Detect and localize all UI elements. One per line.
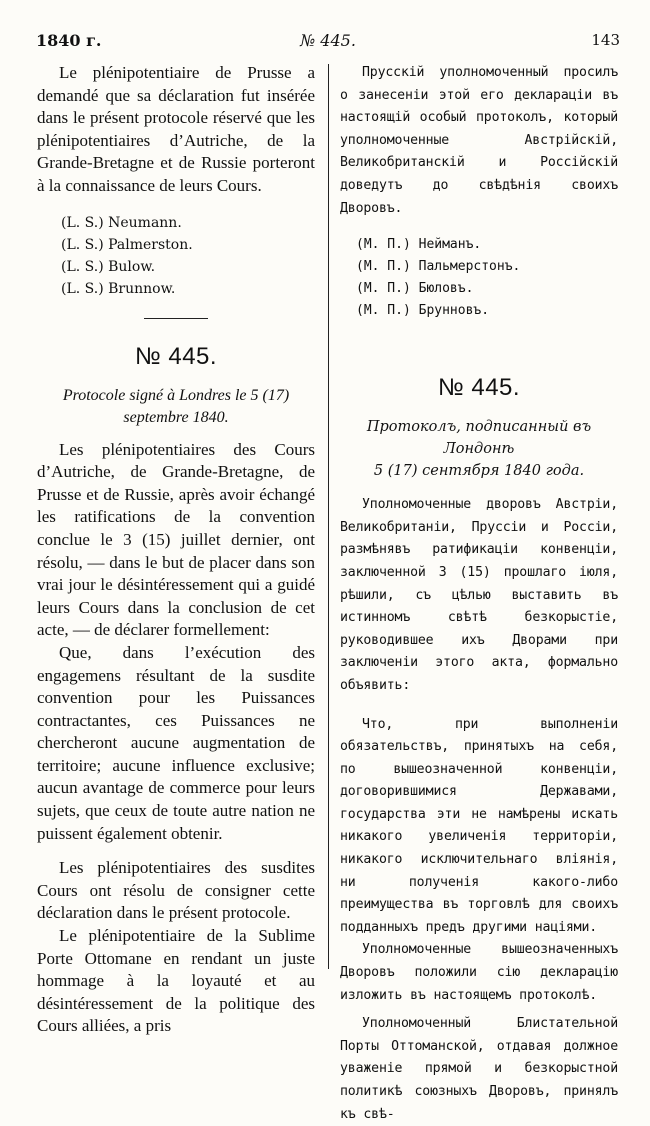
russian-paragraph-4: Уполномоченный Блистательной Порты Оттоманской, отдавая должное уваженіе прямой и безкорыстной политикѣ союзныхъ Дворовъ, принялъ къ свѣ- (340, 1016, 618, 1122)
signature-line: (М. П.) Нейманъ. (356, 237, 482, 253)
french-column (37, 62, 315, 1036)
russian-document-number: № 445. (437, 374, 521, 402)
signature-line: (М. П.) Бюловъ. (356, 281, 474, 297)
header-document-number: № 445. (300, 31, 356, 50)
page-header (36, 31, 620, 55)
signature-line: (М. П.) Пальмерстонъ. (356, 259, 521, 275)
column-divider (328, 64, 329, 969)
russian-title-line-2: 5 (17) сентября 1840 года. (373, 463, 585, 480)
signature-line: (L. S.) Brunnow. (61, 280, 176, 297)
french-paragraph-4: Le plénipotentiaire de la Sublime Porte Ottomane en rendant un juste hommage à la loyauté et au désintéressement de la politique des Cours alliées, a pris (37, 926, 315, 1036)
french-paragraph-2: Que, dans l’exécution des engagemens résultant de la susdite convention pour les Puissances contractantes, ces Puissances ne chercheront aucune augmentation de territoire; aucune influence exclusive; aucun avantage de commerce pour leurs sujets, que ceux de toute autre nation ne puissent également obtenir. (37, 642, 315, 843)
russian-paragraph-1: Уполномоченные дворовъ Австріи, Великобританіи, Пруссіи и Россіи, размѣнявъ ратификаціи конвенціи, заключенной 3 (15) прошлаго іюля, рѣшили, съ цѣлью выставить въ истинномъ свѣтѣ безкорыстіе, руководившее ихъ Дворами при заключеніи этого акта, формально объявить: (340, 497, 618, 693)
signature-line: (L. S.) Palmerston. (61, 236, 193, 253)
header-page-number: 143 (591, 31, 620, 49)
signature-line: (L. S.) Bulow. (61, 258, 156, 275)
french-signatures (37, 212, 315, 300)
russian-paragraph-2: Что, при выполненіи обязательствъ, принятыхъ на себя, по вышеозначенной конвенціи, договорившимися Державами, государства эти не намѣрены искать никакого увеличенія территоріи, никакого исключительнаго вліянія, ни полученія какого-либо преимущества въ торговлѣ для своихъ подданныхъ предъ другими націями. (340, 716, 618, 935)
russian-intro-paragraph: Прусскій уполномоченный просилъ о занесеніи этой его деклараціи въ настоящій особый протоколъ, который уполномоченные Австрійскій, Великобританскій и Россійскій доведутъ до свѣдѣнія своихъ Дворовъ. (340, 65, 618, 216)
russian-column (340, 62, 618, 1122)
french-document-number: № 445. (134, 342, 218, 370)
french-title-line-1: Protocole signé à Londres le 5 (17) (62, 386, 290, 404)
french-intro-paragraph: Le plénipotentiaire de Prusse a demandé que sa déclaration fut insérée dans le présent protocole réservé que les plénipotentiaires d’Autriche, de la Grande-Bretagne et de Russie porteront à la connaissance de leurs Cours. (37, 63, 315, 195)
signature-line: (L. S.) Neumann. (61, 214, 182, 231)
header-year: 1840 г. (36, 31, 102, 50)
french-paragraph-3: Les plénipotentiaires des susdites Cours ont résolu de consigner cette déclaration dans le présent protocole. (37, 858, 315, 923)
russian-paragraph-3: Уполномоченные вышеозначенныхъ Дворовъ положили сію декларацію изложить въ настоящемъ протоколѣ. (340, 942, 618, 1003)
signature-line: (М. П.) Брунновъ. (356, 303, 490, 319)
russian-signatures (340, 234, 618, 322)
french-paragraph-1: Les plénipotentiaires des Cours d’Autriche, de Grande-Bretagne, de Prusse et de Russie, après avoir échangé les ratifications de la convention conclue le 3 (15) juillet dernier, ont résolu, — dans le but de placer dans son vrai jour le désintéressement qui a guidé leurs Cours dans la conclusion de cet acte, — de déclarer formellement: (37, 439, 315, 640)
russian-title-line-1: Протоколъ, подписанный въ Лондонѣ (366, 419, 592, 458)
french-title-line-2: septembre 1840. (123, 408, 229, 426)
